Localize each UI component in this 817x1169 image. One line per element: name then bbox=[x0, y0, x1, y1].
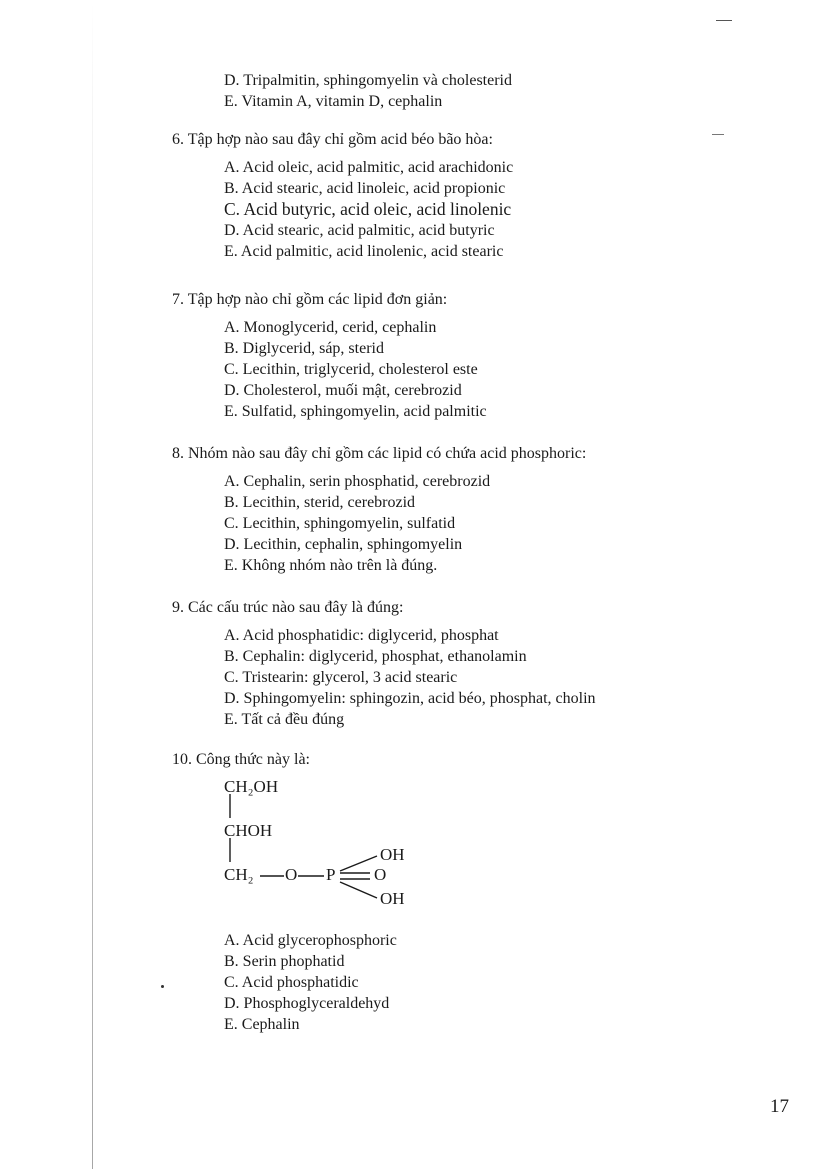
scan-edge-shadow bbox=[92, 0, 93, 1169]
option-b: B. Serin phophatid bbox=[224, 953, 345, 970]
option-b: B. Diglycerid, sáp, sterid bbox=[224, 340, 384, 357]
question-text: 8. Nhóm nào sau đây chỉ gồm các lipid có chứa acid phosphoric: bbox=[172, 445, 587, 462]
option-b: B. Acid stearic, acid linoleic, acid propionic bbox=[224, 180, 506, 197]
formula-atom-o-double: O bbox=[374, 865, 387, 884]
formula-group-ch2: CH₂ bbox=[224, 865, 254, 884]
question-options bbox=[224, 471, 772, 576]
option-c: C. Lecithin, sphingomyelin, sulfatid bbox=[224, 515, 456, 532]
question-10 bbox=[172, 749, 772, 771]
option-a: A. Cephalin, serin phosphatid, cerebrozid bbox=[224, 473, 491, 490]
formula-group-oh-bottom: OH bbox=[380, 889, 405, 908]
question-text: 10. Công thức này là: bbox=[172, 751, 310, 768]
option-d: D. Sphingomyelin: sphingozin, acid béo, phosphat, cholin bbox=[224, 690, 596, 707]
option-a: A. Acid phosphatidic: diglycerid, phosphat bbox=[224, 627, 499, 644]
option-a: A. Monoglycerid, cerid, cephalin bbox=[224, 319, 437, 336]
question-text: 9. Các cấu trúc nào sau đây là đúng: bbox=[172, 599, 404, 616]
option-e: E. Sulfatid, sphingomyelin, acid palmitic bbox=[224, 403, 487, 420]
option-d: D. Acid stearic, acid palmitic, acid butyric bbox=[224, 222, 495, 239]
option-e: E. Acid palmitic, acid linolenic, acid stearic bbox=[224, 243, 504, 260]
structural-formula bbox=[224, 776, 424, 910]
option-d: D. Lecithin, cephalin, sphingomyelin bbox=[224, 536, 463, 553]
option-c: C. Acid phosphatidic bbox=[224, 974, 359, 991]
formula-atom-p: P bbox=[326, 865, 336, 884]
question-text: 6. Tập hợp nào sau đây chỉ gồm acid béo bão hòa: bbox=[172, 131, 493, 148]
option-d: D. Phosphoglyceraldehyd bbox=[224, 995, 390, 1012]
option-c: C. Tristearin: glycerol, 3 acid stearic bbox=[224, 669, 458, 686]
previous-question-options bbox=[224, 70, 744, 112]
option-d: D. Tripalmitin, sphingomyelin và cholesterid bbox=[224, 72, 512, 89]
question-options bbox=[224, 317, 772, 422]
formula-group-oh-top: OH bbox=[380, 845, 405, 864]
formula-group-choh: CHOH bbox=[224, 821, 273, 840]
option-a: A. Acid glycerophosphoric bbox=[224, 932, 397, 949]
option-b: B. Cephalin: diglycerid, phosphat, ethanolamin bbox=[224, 648, 527, 665]
option-d: D. Cholesterol, muối mật, cerebrozid bbox=[224, 382, 462, 399]
option-e: E. Vitamin A, vitamin D, cephalin bbox=[224, 93, 443, 110]
formula-group-ch2oh: CH₂OH bbox=[224, 777, 279, 796]
question-10-options bbox=[224, 930, 817, 1035]
option-e: E. Không nhóm nào trên là đúng. bbox=[224, 557, 438, 574]
question-options bbox=[224, 157, 772, 262]
option-a: A. Acid oleic, acid palmitic, acid arachidonic bbox=[224, 159, 514, 176]
scan-mark bbox=[716, 20, 732, 21]
page-number: 17 bbox=[770, 1096, 789, 1117]
question-6 bbox=[172, 129, 772, 262]
option-e: E. Cephalin bbox=[224, 1016, 300, 1033]
option-b: B. Lecithin, sterid, cerebrozid bbox=[224, 494, 416, 511]
question-7 bbox=[172, 289, 772, 422]
option-c: C. Acid butyric, acid oleic, acid linolenic bbox=[224, 199, 512, 219]
question-options bbox=[224, 625, 772, 730]
question-text: 7. Tập hợp nào chỉ gồm các lipid đơn giản: bbox=[172, 291, 448, 308]
stray-dot bbox=[161, 985, 164, 988]
question-9 bbox=[172, 597, 772, 730]
question-8 bbox=[172, 443, 772, 576]
formula-atom-o: O bbox=[285, 865, 298, 884]
option-c: C. Lecithin, triglycerid, cholesterol este bbox=[224, 361, 478, 378]
option-e: E. Tất cả đều đúng bbox=[224, 711, 345, 728]
